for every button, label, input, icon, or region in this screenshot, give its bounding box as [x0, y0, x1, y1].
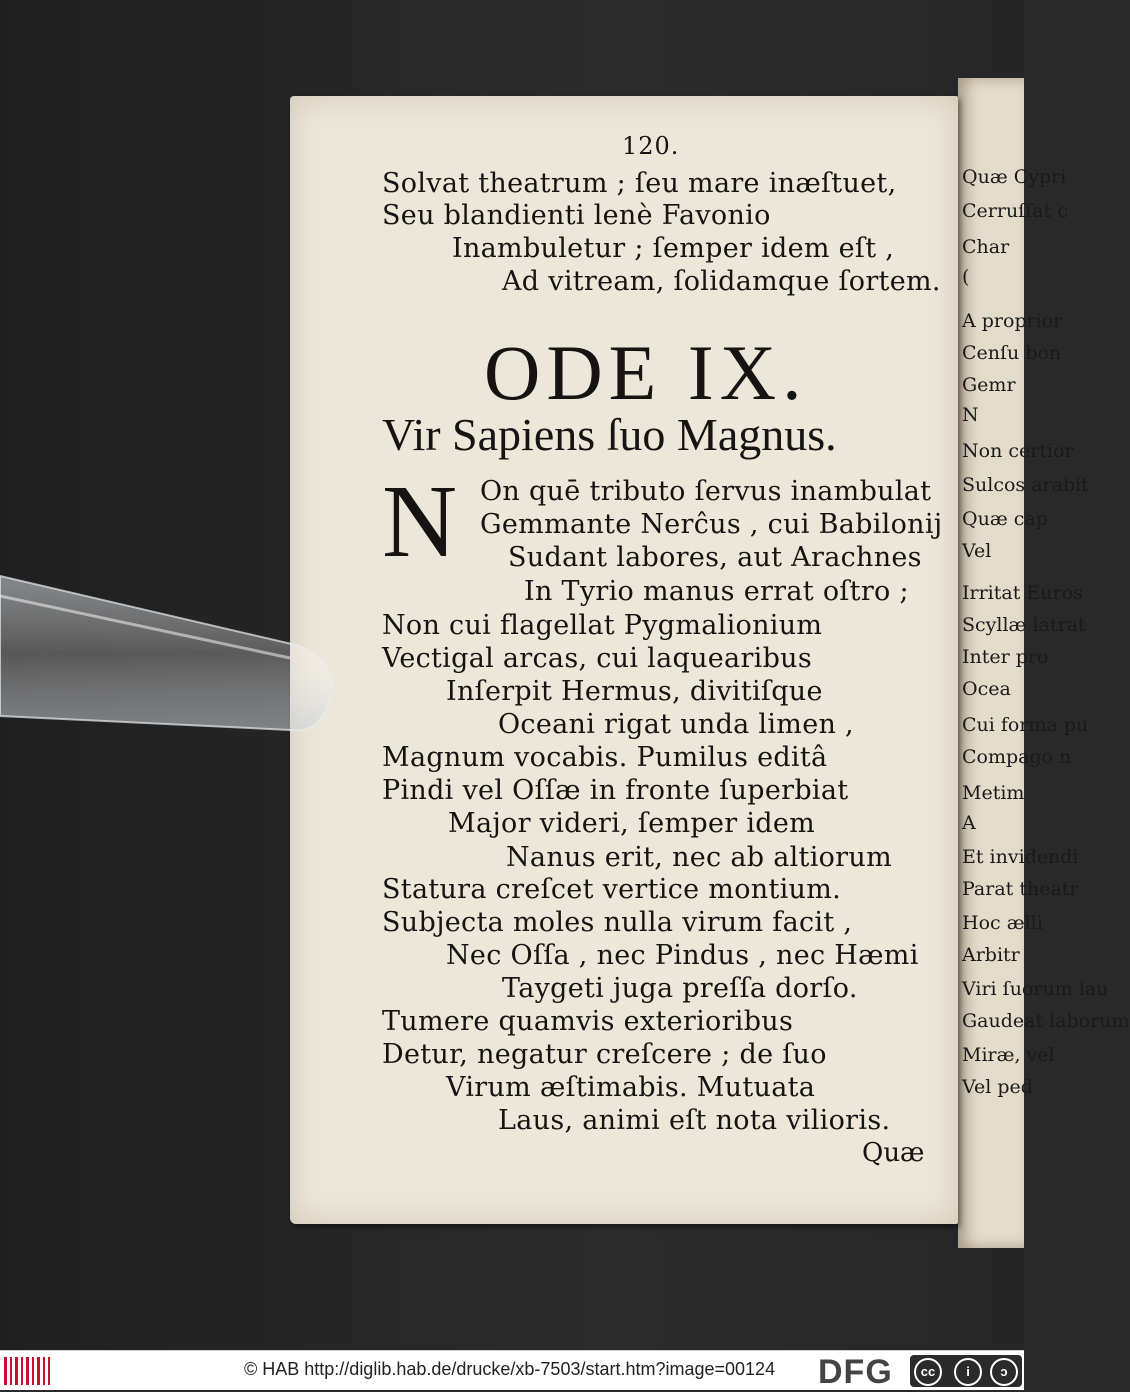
facing-page-fragment: Miræ, vel — [962, 1044, 1055, 1066]
ode-line: Pindi vel Oſſæ in fronte ſuperbiat — [382, 775, 849, 806]
cc-icon: cc — [914, 1358, 942, 1386]
verse-line: Inambuletur ; ſemper idem eſt , — [452, 233, 895, 264]
facing-page-fragment: Cerruſſat c — [962, 200, 1068, 222]
facing-page-fragment: Inter pro — [962, 646, 1049, 668]
facing-page-fragment: ( — [962, 266, 970, 288]
facing-page-fragment: Sulcos arabit — [962, 474, 1089, 496]
ode-line: In Tyrio manus errat oſtro ; — [524, 576, 909, 607]
facing-page-fragment: Irritat Euros — [962, 582, 1083, 604]
by-icon: i — [954, 1358, 982, 1386]
facing-page-fragment: N — [962, 404, 979, 426]
facing-page-fragment: Vel — [962, 540, 992, 562]
ode-line: Nanus erit, nec ab altiorum — [506, 842, 892, 873]
ode-line: Magnum vocabis. Pumilus editâ — [382, 742, 828, 773]
ode-line: Inſerpit Hermus, divitiſque — [446, 676, 823, 707]
facing-page-fragment: Parat theatr — [962, 878, 1079, 900]
facing-page-fragment: Viri ſuorum lau — [962, 978, 1109, 1000]
facing-page-fragment: Cui forma pu — [962, 714, 1089, 736]
copyright-link[interactable]: © HAB http://diglib.hab.de/drucke/xb-7503/start.htm?image=00124 — [244, 1359, 776, 1379]
facing-page-fragment: A — [962, 812, 976, 834]
facing-page-fragment: Gaudeat laborum — [962, 1010, 1130, 1032]
facing-page-fragment: Et invidendi — [962, 846, 1079, 868]
ode-line: Major videri, ſemper idem — [448, 808, 816, 839]
ode-line: Sudant labores, aut Arachnes — [508, 542, 922, 573]
facing-page-fragment: Quæ cap — [962, 508, 1048, 530]
verse-line: Ad vitream, ſolidamque ſortem. — [502, 266, 941, 297]
viewer-footer — [0, 1350, 1024, 1390]
facing-page-fragment: Metim — [962, 782, 1025, 804]
facing-page-fragment: Hoc ælli — [962, 912, 1043, 934]
ode-line: Tumere quamvis exterioribus — [382, 1006, 794, 1037]
sa-icon: ↄ — [990, 1358, 1018, 1386]
facing-page-fragment: Scyllæ latrat — [962, 614, 1086, 636]
ode-line: Taygeti juga preſſa dorſo. — [502, 973, 858, 1004]
ode-line: Virum æſtimabis. Mutuata — [446, 1072, 816, 1103]
facing-page-fragment: Quæ Cypri — [962, 166, 1067, 188]
facing-page-fragment: Non certior — [962, 440, 1074, 462]
ode-line: Oceani rigat unda limen , — [498, 709, 854, 740]
ode-line: Vectigal arcas, cui laquearibus — [382, 643, 813, 674]
ode-subtitle: Vir Sapiens ſuo Magnus. — [382, 409, 837, 460]
facing-page-fragment: Cenſu bon — [962, 342, 1062, 364]
page-number: 120. — [622, 132, 680, 160]
glass-page-weight — [0, 566, 340, 756]
facing-page-fragment: Vel ped — [962, 1076, 1033, 1098]
verse-line: Solvat theatrum ; ſeu mare inæſtuet, — [382, 168, 897, 199]
ode-line: On quē tributo ſervus inambulat — [480, 476, 932, 507]
facing-page-edge — [958, 78, 1130, 1248]
facing-page-fragment: Compago n — [962, 746, 1072, 768]
facing-page-fragment: Ocea — [962, 678, 1011, 700]
dfg-logo: DFG — [818, 1353, 893, 1391]
ode-line: Detur, negatur creſcere ; de ſuo — [382, 1039, 827, 1070]
ode-line: Gemmante Nerĉus , cui Babilonij — [480, 509, 943, 540]
facing-page-fragment: Char — [962, 236, 1010, 258]
facing-page-fragment: A proprior — [962, 310, 1063, 332]
facing-page-fragment: Gemr — [962, 374, 1016, 396]
ode-line: Non cui flagellat Pygmalionium — [382, 610, 823, 641]
verse-line: Seu blandienti lenè Favonio — [382, 200, 771, 231]
ode-line: Laus, animi eſt nota vilioris. — [498, 1105, 891, 1136]
drop-cap: N — [382, 464, 458, 579]
ode-line: Subjecta moles nulla virum facit , — [382, 907, 853, 938]
facing-page-fragment: Arbitr — [962, 944, 1020, 966]
barcode-logo — [4, 1357, 50, 1385]
ode-line: Statura creſcet vertice montium. — [382, 874, 842, 905]
catchword: Quæ — [862, 1138, 925, 1168]
ode-line: Nec Oſſa , nec Pindus , nec Hæmi — [446, 940, 919, 971]
ode-title: ODE IX. — [484, 329, 808, 416]
cc-license-badge[interactable] — [910, 1355, 1022, 1387]
